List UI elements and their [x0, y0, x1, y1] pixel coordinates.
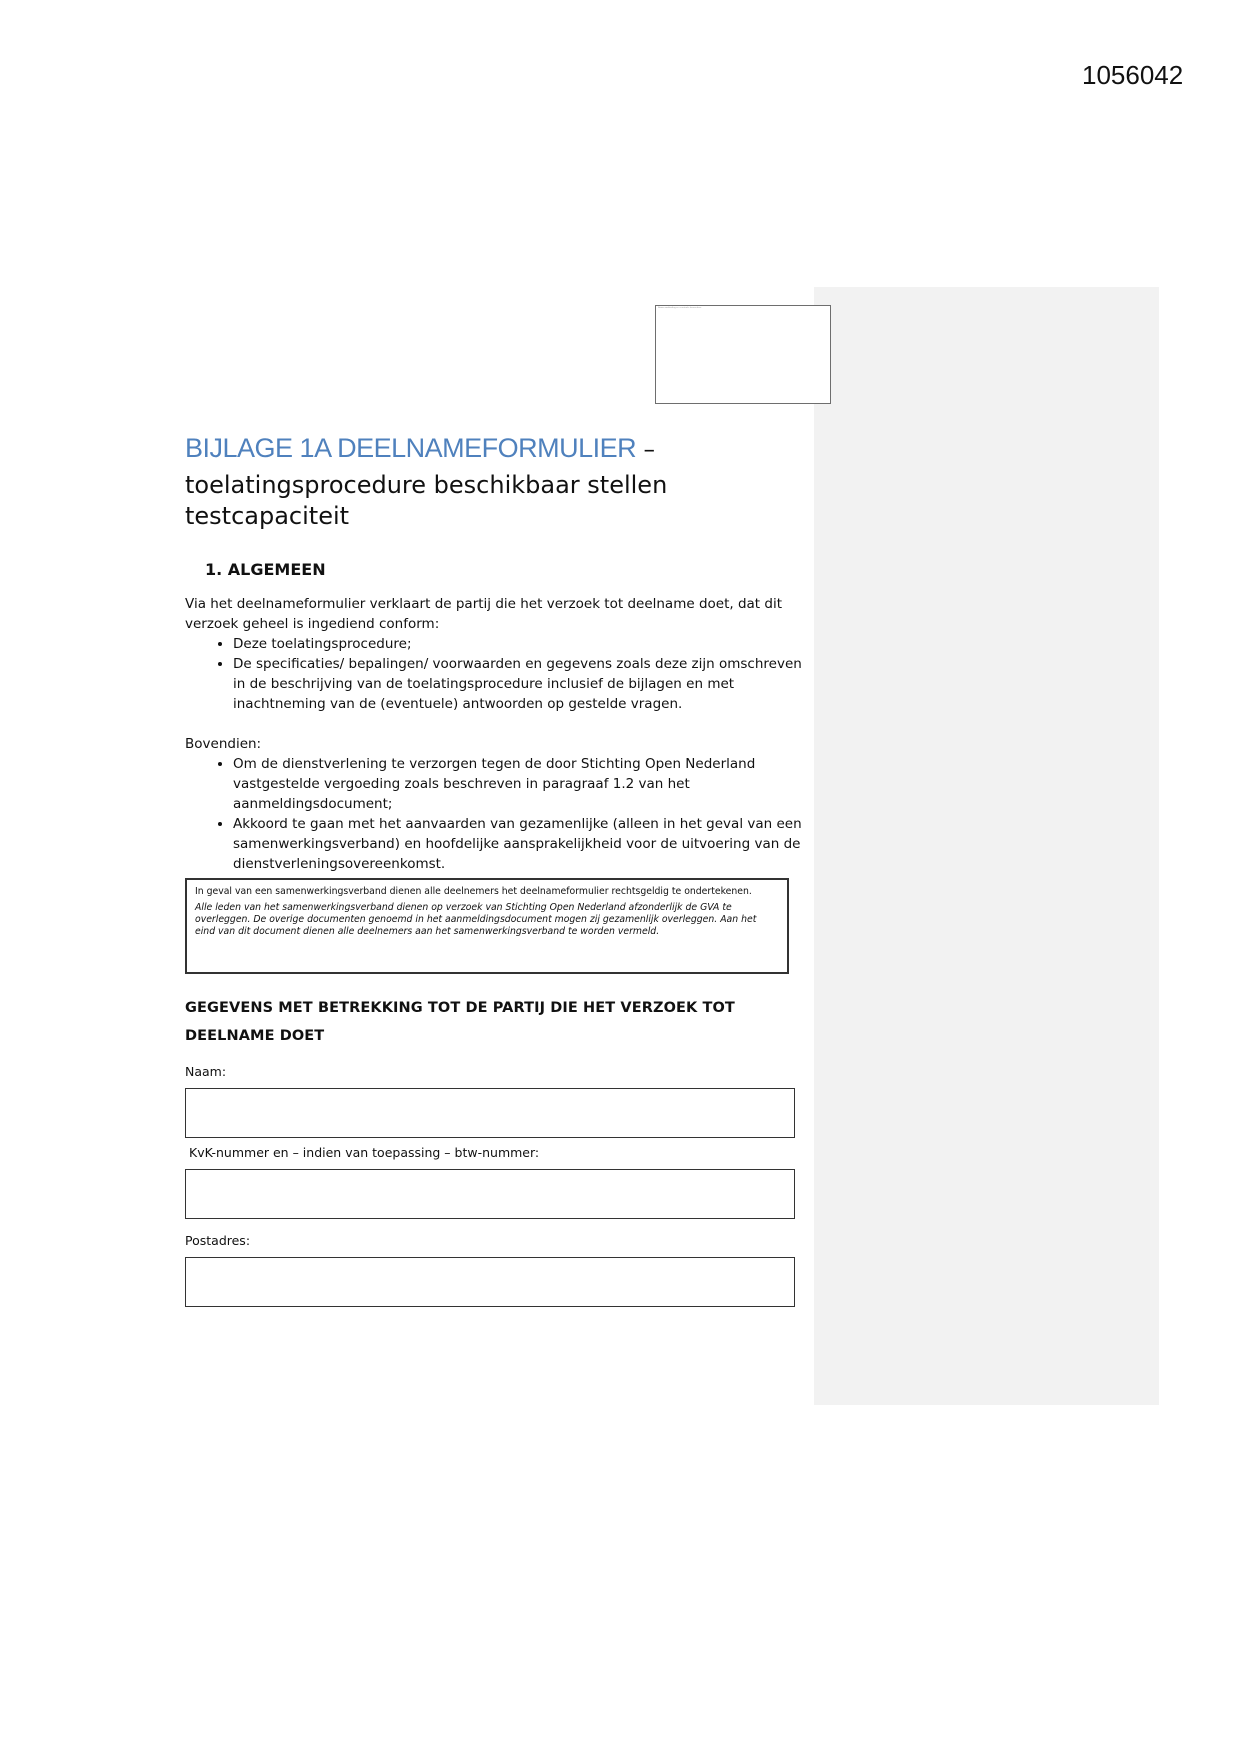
- postadres-label: Postadres:: [185, 1233, 251, 1248]
- margin-panel: [814, 287, 1159, 1405]
- note-line-1: In geval van een samenwerkingsverband dienen alle deelnemers het deelnameformulier rechtsgeldig te ondertekenen.: [195, 886, 752, 897]
- note-line-2: Alle leden van het samenwerkingsverband dienen op verzoek van Stichting Open Nederland afzonderlijk de GVA te overleggen. De overige documenten genoemd in het aanmeldingsdocument mogen zij gezamenlijk overleggen. Aan het eind van dit document dienen alle deelnemers aan het samenwerkingsverband te worden vermeld.: [195, 902, 757, 937]
- naam-field[interactable]: [185, 1088, 795, 1138]
- reference-box-text: Naam aanbieding en eventuele kenmerken: [658, 307, 702, 309]
- list-item: • Om de dienstverlening te verzorgen tegen de door Stichting Open Nederland vastgestelde vergoeding zoals beschreven in paragraaf 1.2 van het aanmeldingsdocument;: [233, 754, 805, 814]
- gegevens-heading: GEGEVENS MET BETREKKING TOT DE PARTIJ DIE HET VERZOEK TOT DEELNAME DOET: [185, 1000, 735, 1044]
- list-item: • Deze toelatingsprocedure;: [233, 634, 805, 654]
- intro-paragraph: Via het deelnameformulier verklaart de partij die het verzoek tot deelname doet, dat dit verzoek geheel is ingediend conform:: [185, 596, 782, 632]
- title-main: BIJLAGE 1A DEELNAMEFORMULIER: [185, 433, 637, 463]
- document-id: 1056042: [1082, 60, 1184, 90]
- postadres-field[interactable]: [185, 1257, 795, 1307]
- kvk-label: KvK-nummer en – indien van toepassing – btw-nummer:: [189, 1145, 540, 1160]
- conform-list: [185, 634, 805, 714]
- document-body: [185, 430, 805, 1307]
- title-dash: –: [636, 437, 655, 463]
- naam-label: Naam:: [185, 1064, 227, 1079]
- kvk-field[interactable]: [185, 1169, 795, 1219]
- list-item: • De specificaties/ bepalingen/ voorwaarden en gegevens zoals deze zijn omschreven in de beschrijving van de toelatingsprocedure inclusief de bijlagen en met inachtneming van de (eventuele) antwoorden op gestelde vragen.: [233, 654, 805, 714]
- reference-box: [655, 305, 831, 404]
- bovendien-list: [185, 754, 805, 874]
- list-item: • Akkoord te gaan met het aanvaarden van gezamenlijke (alleen in het geval van een samenwerkingsverband) en hoofdelijke aansprakelijkheid voor de uitvoering van de dienstverleningsovereenkomst.: [233, 814, 805, 874]
- page-title: [185, 430, 805, 532]
- title-line-3: testcapaciteit: [185, 502, 350, 530]
- bovendien-label: Bovendien:: [185, 736, 262, 752]
- title-line-2: toelatingsprocedure beschikbaar stellen: [185, 471, 668, 499]
- section-heading-algemeen: 1. ALGEMEEN: [205, 560, 326, 579]
- note-box: [185, 878, 789, 974]
